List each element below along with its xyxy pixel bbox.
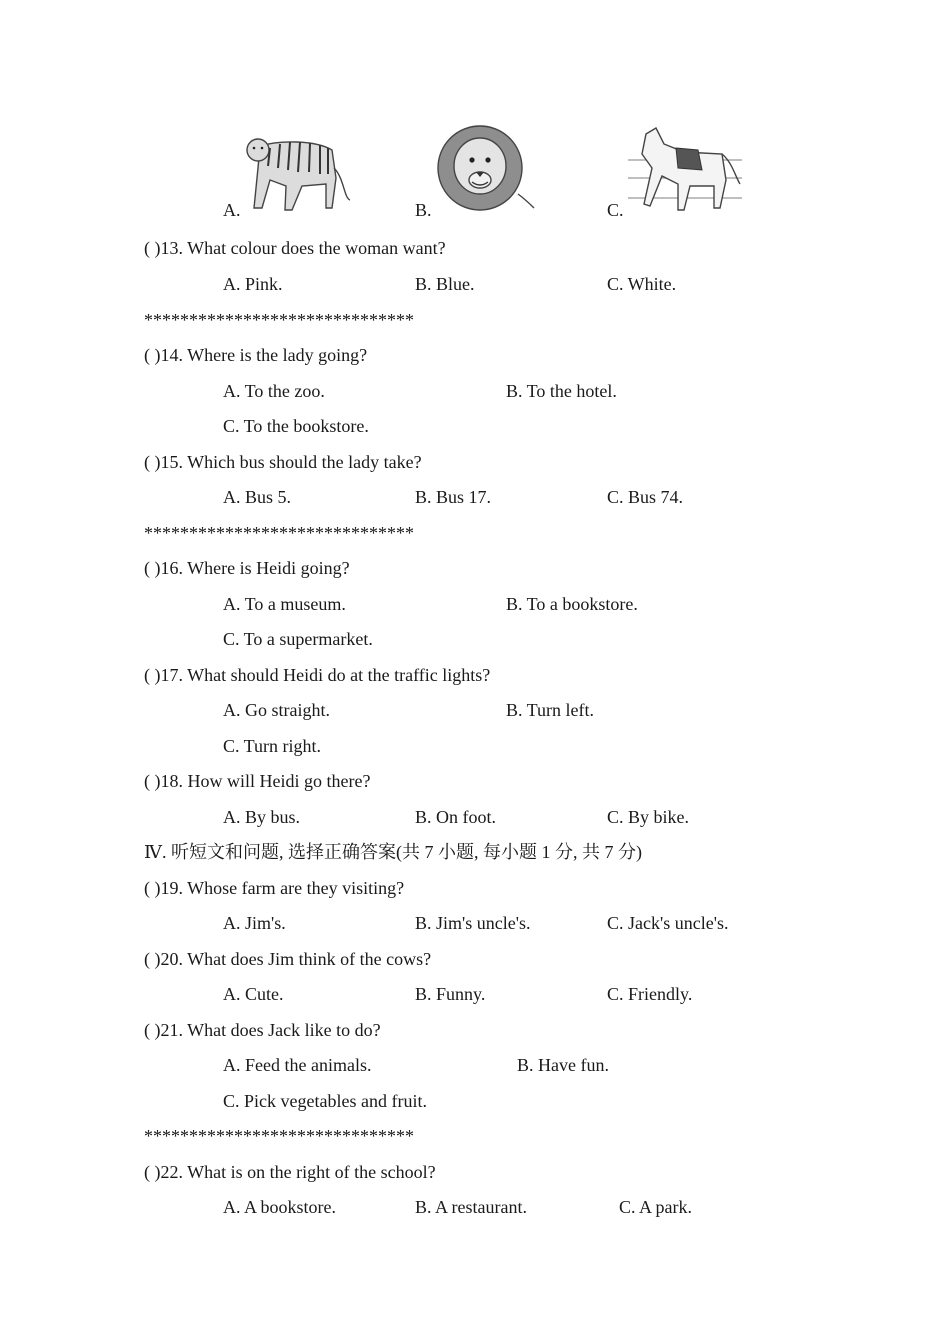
q21-option-a: A. Feed the animals. xyxy=(223,1055,372,1075)
q18-option-c: C. By bike. xyxy=(607,807,690,827)
q19-option-c: C. Jack's uncle's. xyxy=(607,913,729,933)
q15-option-b: B. Bus 17. xyxy=(415,487,492,507)
q16-option-a: A. To a museum. xyxy=(223,594,346,614)
tiger-icon xyxy=(240,128,355,216)
question-17: ( )17. What should Heidi do at the traffic lights? xyxy=(144,665,491,685)
question-19: ( )19. Whose farm are they visiting? xyxy=(144,878,405,898)
question-15: ( )15. Which bus should the lady take? xyxy=(144,452,422,472)
question-21: ( )21. What does Jack like to do? xyxy=(144,1020,381,1040)
section-4-title: Ⅳ. 听短文和问题, 选择正确答案(共 7 小题, 每小题 1 分, 共 7 分) xyxy=(144,842,642,862)
separator-stars-2: ****************************** xyxy=(144,523,414,543)
q16-option-b: B. To a bookstore. xyxy=(506,594,638,614)
q13-option-a: A. Pink. xyxy=(223,274,283,294)
q16-option-c: C. To a supermarket. xyxy=(223,629,373,649)
question-22: ( )22. What is on the right of the school? xyxy=(144,1162,436,1182)
q20-option-c: C. Friendly. xyxy=(607,984,693,1004)
q22-option-c: C. A park. xyxy=(619,1197,693,1217)
q22-option-b: B. A restaurant. xyxy=(415,1197,527,1217)
q17-option-b: B. Turn left. xyxy=(506,700,595,720)
separator-stars-1: ****************************** xyxy=(144,310,414,330)
question-20: ( )20. What does Jim think of the cows? xyxy=(144,949,432,969)
q18-option-a: A. By bus. xyxy=(223,807,301,827)
lion-icon xyxy=(434,122,538,216)
q14-option-a: A. To the zoo. xyxy=(223,381,325,401)
question-18: ( )18. How will Heidi go there? xyxy=(144,771,371,791)
q13-option-c: C. White. xyxy=(607,274,677,294)
q18-option-b: B. On foot. xyxy=(415,807,496,827)
q14-option-c: C. To the bookstore. xyxy=(223,416,369,436)
q21-option-b: B. Have fun. xyxy=(517,1055,609,1075)
q19-option-a: A. Jim's. xyxy=(223,913,286,933)
q22-option-a: A. A bookstore. xyxy=(223,1197,337,1217)
q13-option-b: B. Blue. xyxy=(415,274,475,294)
q14-option-b: B. To the hotel. xyxy=(506,381,617,401)
q17-option-c: C. Turn right. xyxy=(223,736,322,756)
q12-option-b-label: B. xyxy=(415,200,432,220)
question-16: ( )16. Where is Heidi going? xyxy=(144,558,350,578)
q15-option-c: C. Bus 74. xyxy=(607,487,684,507)
q19-option-b: B. Jim's uncle's. xyxy=(415,913,531,933)
q17-option-a: A. Go straight. xyxy=(223,700,330,720)
horse-icon xyxy=(626,124,744,216)
q12-option-a-label: A. xyxy=(223,200,241,220)
q20-option-a: A. Cute. xyxy=(223,984,284,1004)
q20-option-b: B. Funny. xyxy=(415,984,486,1004)
q15-option-a: A. Bus 5. xyxy=(223,487,292,507)
q12-option-c-label: C. xyxy=(607,200,624,220)
q21-option-c: C. Pick vegetables and fruit. xyxy=(223,1091,427,1111)
question-13: ( )13. What colour does the woman want? xyxy=(144,238,446,258)
question-14: ( )14. Where is the lady going? xyxy=(144,345,368,365)
separator-stars-3: ****************************** xyxy=(144,1126,414,1146)
